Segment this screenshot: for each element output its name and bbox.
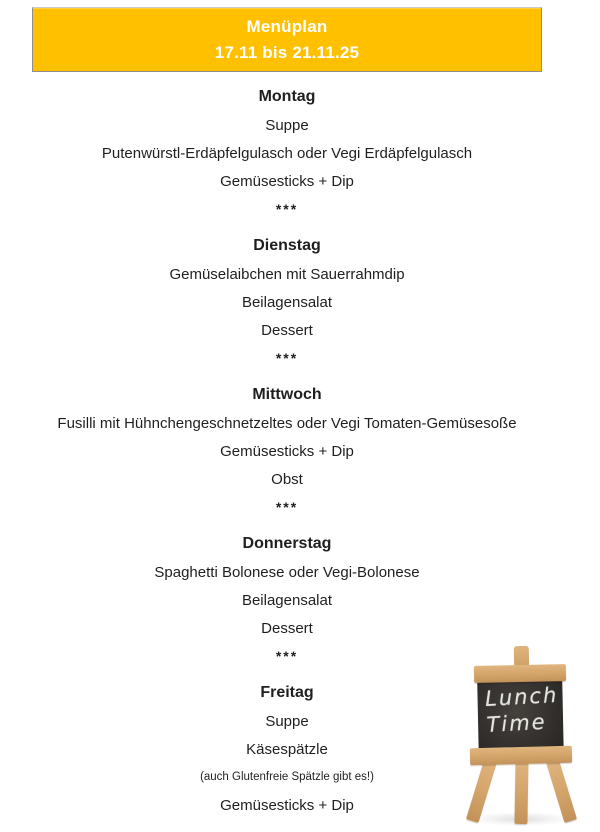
menu-item: Gemüsesticks + Dip	[220, 442, 354, 460]
chalk-line-1: Lunch	[484, 682, 559, 712]
separator: ***	[275, 499, 299, 515]
day-heading: Dienstag	[253, 237, 321, 254]
menu-item: Gemüsesticks + Dip	[220, 172, 354, 190]
menu-item: Suppe	[265, 116, 309, 134]
menu-note: (auch Glutenfreie Spätzle gibt es!)	[200, 771, 374, 783]
day-heading: Montag	[258, 88, 316, 105]
separator: ***	[275, 350, 299, 366]
day-heading: Mittwoch	[252, 386, 322, 403]
menu-item: Käsespätzle	[246, 740, 328, 758]
menu-item: Putenwürstl-Erdäpfelgulasch oder Vegi Erdäpfelgulasch	[101, 144, 473, 162]
easel-top-rail	[474, 664, 566, 683]
easel-leg-center	[514, 758, 528, 824]
menu-item: Spaghetti Bolonese oder Vegi-Bolonese	[154, 563, 420, 581]
separator: ***	[275, 201, 299, 217]
chalk-line-2: Time	[485, 709, 548, 737]
menu-item: Obst	[271, 470, 303, 488]
menu-item: Dessert	[261, 619, 313, 637]
header-banner	[32, 7, 542, 72]
menu-item: Dessert	[261, 321, 313, 339]
page-title: Menüplan	[246, 17, 328, 36]
menu-item: Gemüselaibchen mit Sauerrahmdip	[169, 265, 405, 283]
day-heading: Donnerstag	[242, 535, 332, 552]
day-heading: Freitag	[260, 684, 314, 701]
menu-item: Fusilli mit Hühnchengeschnetzeltes oder Vegi Tomaten-Gemüsesoße	[57, 414, 517, 432]
date-range: 17.11 bis 21.11.25	[214, 43, 360, 62]
menu-item: Suppe	[265, 712, 309, 730]
chalkboard-easel-image	[463, 644, 579, 829]
easel-bottom-rail	[470, 746, 572, 766]
menu-item: Beilagensalat	[241, 591, 333, 609]
separator: ***	[275, 648, 299, 664]
menu-item: Beilagensalat	[241, 293, 333, 311]
menu-item: Gemüsesticks + Dip	[220, 796, 354, 814]
chalk-text	[484, 682, 560, 738]
